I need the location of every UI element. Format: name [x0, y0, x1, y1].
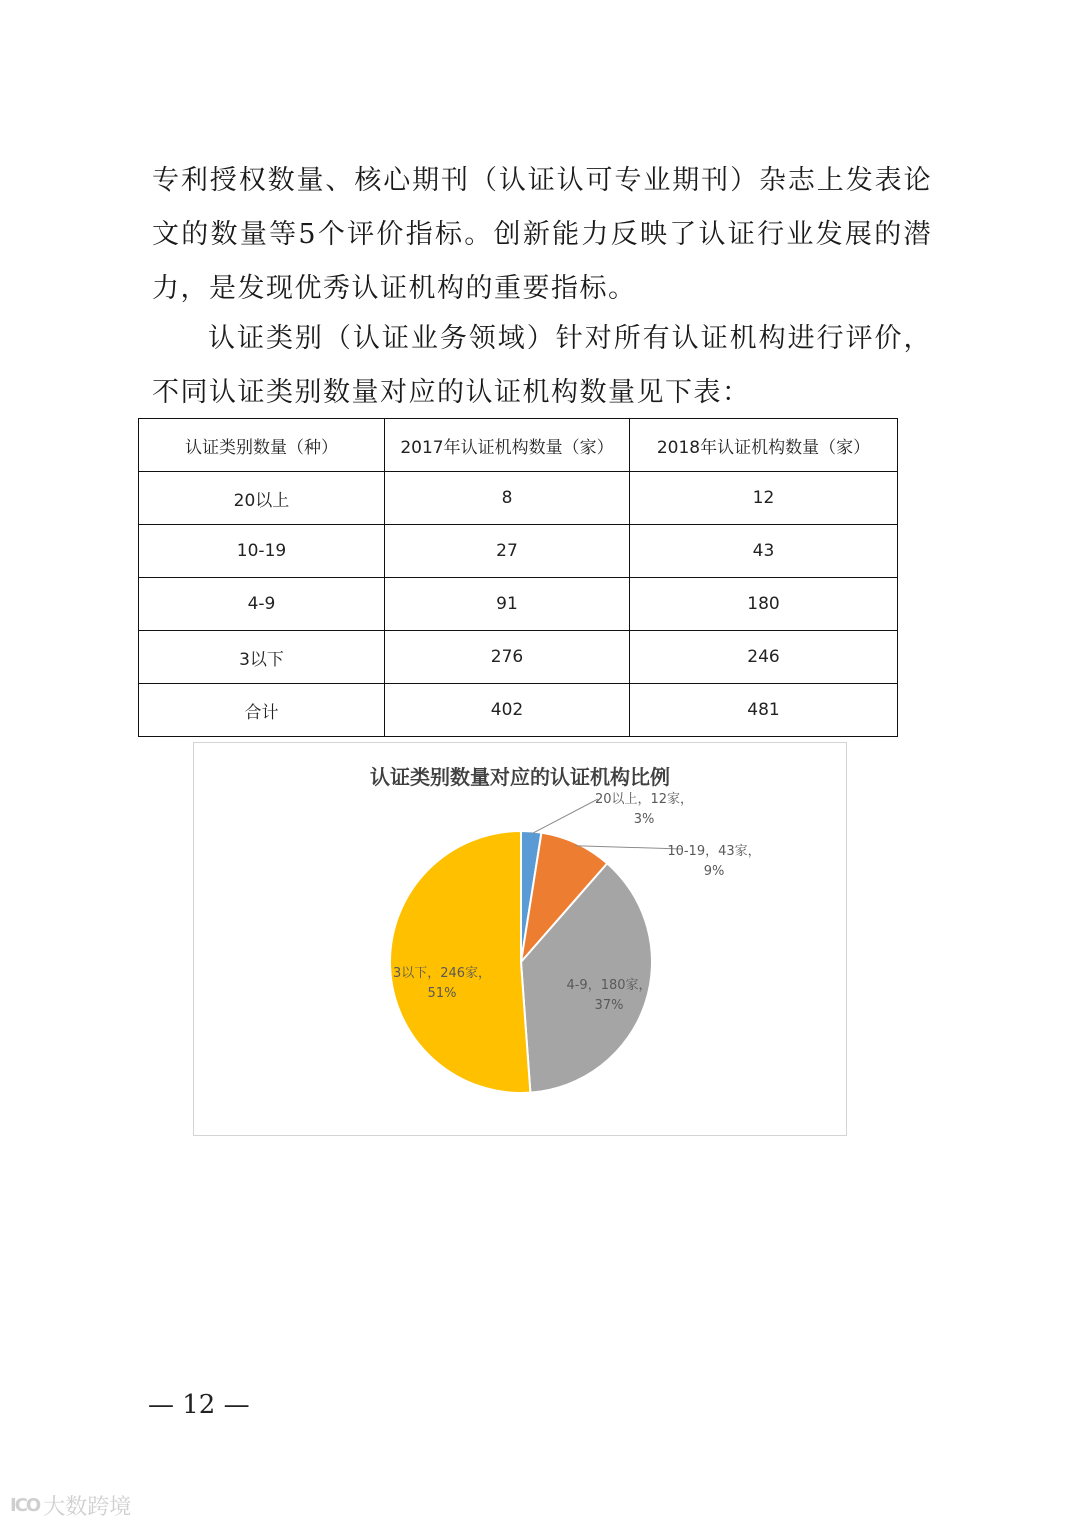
pie-chart: [194, 743, 846, 1135]
header-category-count: 认证类别数量（种）: [139, 419, 385, 472]
table-cell: 276: [385, 631, 630, 684]
header-2017-count: 2017年认证机构数量（家）: [385, 419, 630, 472]
watermark: [10, 1490, 131, 1521]
table-row: [139, 578, 898, 631]
table-cell: 91: [385, 578, 630, 631]
table-cell: 10-19: [139, 525, 385, 578]
table-cell: 481: [630, 684, 898, 737]
watermark-text: 大数跨境: [43, 1495, 132, 1520]
table-cell: 12: [630, 472, 898, 525]
table-cell: 246: [630, 631, 898, 684]
table-cell: 4-9: [139, 578, 385, 631]
leader-line: [575, 846, 682, 849]
table-cell: 合计: [139, 684, 385, 737]
body-paragraph-1: 专利授权数量、核心期刊（认证认可专业期刊）杂志上发表论文的数量等5个评价指标。创新能力反映了认证行业发展的潜力，是发现优秀认证机构的重要指标。: [152, 165, 932, 304]
page-number: — 12 —: [148, 1390, 250, 1420]
table-cell: 20以上: [139, 472, 385, 525]
header-2018-count: 2018年认证机构数量（家）: [630, 419, 898, 472]
table-cell: 180: [630, 578, 898, 631]
slice-data-label: 3以下，246家， 51%: [392, 966, 492, 1001]
category-count-table: [138, 418, 898, 737]
table-row: [139, 525, 898, 578]
table-cell: 3以下: [139, 631, 385, 684]
table-cell: 402: [385, 684, 630, 737]
table-cell: 8: [385, 472, 630, 525]
pie-slice-3以下: [390, 831, 530, 1093]
table-header-row: [139, 419, 898, 472]
body-paragraph-2: 认证类别（认证业务领域）针对所有认证机构进行评价，不同认证类别数量对应的认证机构数量见下表：: [152, 323, 932, 408]
slice-data-label: 20以上，12家， 3%: [594, 792, 694, 827]
table-row: [139, 631, 898, 684]
slice-data-label: 4-9，180家， 37%: [566, 978, 652, 1013]
slice-data-label: 10-19，43家， 9%: [667, 844, 761, 879]
chart-title: 认证类别数量对应的认证机构比例: [370, 765, 670, 789]
pie-chart-container: [193, 742, 847, 1136]
watermark-logo: ICO: [10, 1495, 40, 1516]
table-cell: 43: [630, 525, 898, 578]
table-row-total: [139, 684, 898, 737]
leader-line: [531, 799, 598, 834]
table-row: [139, 472, 898, 525]
table-cell: 27: [385, 525, 630, 578]
